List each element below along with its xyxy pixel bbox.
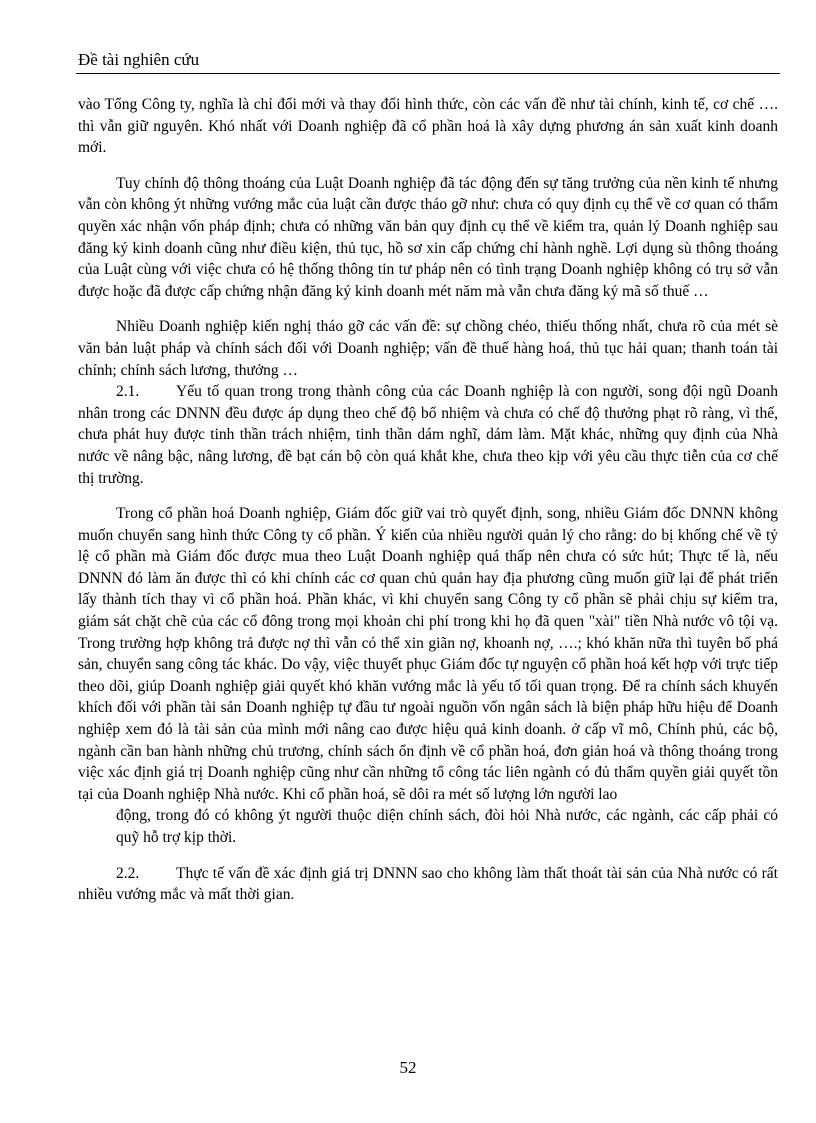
paragraph-2: Tuy chính độ thông thoáng của Luật Doanh nghiệp đã tác động đến sự tăng trưởng của nền kinh tế nhưng vẫn còn không ýt những vướng mắc của luật cần được tháo gỡ như: chưa có quy định cụ thể về cơ quan có thẩm quyền xác nhận vốn pháp định; chưa có những văn bản quy định cụ thể về kiểm tra, quản lý Doanh nghiệp sau đăng ký kinh doanh cũng như điều kiện, thủ tục, hồ sơ xin cấp chứng chỉ hành nghề. Lợi dụng sù thông thoáng của Luật cùng với việc chưa có hệ thống thông tin tư pháp nên có tình trạng Doanh nghiệp không có trụ sở vẫn được hoặc đã được cấp chứng nhận đăng ký kinh doanh mét năm mà vẫn chưa đăng ký mã số thuế … [78, 174, 778, 300]
section-2-1-paragraph [78, 381, 778, 489]
paragraph-7: Thực tế vấn đề xác định giá trị DNNN sao cho không làm thất thoát tài sản của Nhà nước có rất nhiều vướng mắc và mất thời gian. [78, 864, 778, 904]
paragraph-5: Trong cổ phần hoá Doanh nghiệp, Giám đốc giữ vai trò quyết định, song, nhiều Giám đốc DNNN không muốn chuyển sang hình thức Công ty cổ phần. Ý kiến của nhiều người quản lý cho rằng: do bị khống chế về tỷ lệ cổ phần mà Giám đốc được mua theo Luật Doanh nghiệp quá thấp nên chưa có sức hút; Thực tế là, nếu DNNN đó làm ăn được thì có khi chính các cơ quan chủ quản hay địa phương cũng muốn giữ lại để phát triển lấy thành tích thay vì cổ phần hoá. Phần khác, vì khi chuyển sang Công ty cổ phần sẽ phải chịu sự kiểm tra, giám sát chặt chẽ của các cổ đông trong mọi khoản chi phí trong khi họ đã quen "xài" tiền Nhà nước vô tội vạ. Trong trường hợp không trả được nợ thì vẫn có thể xin giãn nợ, khoanh nợ, ….; khó khăn nữa thì tuyên bố phá sản, chuyển sang công tác khác. Do vậy, việc thuyết phục Giám đốc tự nguyện cổ phần hoá kết hợp với trực tiếp theo dõi, giúp Doanh nghiệp giải quyết khó khăn vướng mắc là yếu tố tối quan trọng. Để ra chính sách khuyến khích đối với phần tài sản Doanh nghiệp tự đầu tư ngoài nguồn vốn ngân sách là biện pháp hữu hiệu để Doanh nghiệp xem đó là tài sản của mình mới nâng cao được hiệu quả kinh doanh. ở cấp vĩ mô, Chính phủ, các bộ, ngành cần ban hành những chủ trương, chính sách ổn định về cổ phần hoá, đơn giản hoá và thông thoáng trong việc xác định giá trị Doanh nghiệp cũng như cần những tổ công tác liên ngành có đủ thẩm quyền giải quyết tồn tại của Doanh nghiệp Nhà nước. Khi cổ phần hoá, sẽ dôi ra mét số lượng lớn người lao [78, 505, 778, 803]
paragraph-3: Nhiều Doanh nghiệp kiến nghị tháo gỡ các vấn đề: sự chồng chéo, thiếu thống nhất, chưa rõ của mét sè văn bản luật pháp và chính sách đối với Doanh nghiệp; vấn đề thuế hàng hoá, thủ tục hải quan; thanh toán tài chính; chính sách lương, thưởng … [78, 318, 778, 379]
paragraph-6: động, trong đó có không ýt người thuộc diện chính sách, đòi hỏi Nhà nước, các ngành, các cấp phải có quỹ hỗ trợ kịp thời. [116, 807, 778, 846]
section-2-2-paragraph [78, 863, 778, 906]
body-text [78, 94, 778, 906]
paragraph-1: vào Tổng Công ty, nghĩa là chỉ đổi mới và thay đổi hình thức, còn các vấn đề như tài chính, kinh tế, cơ chế …. thì vẫn giữ nguyên. Khó nhất với Doanh nghiệp đã cổ phần hoá là xây dựng phương án sản xuất kinh doanh mới. [78, 96, 778, 157]
header-divider [76, 73, 780, 74]
section-number-2-1: 2.1. [116, 383, 140, 401]
section-number-2-2: 2.2. [116, 864, 140, 882]
paragraph-4: Yếu tố quan trong trong thành công của các Doanh nghiệp là con người, song đội ngũ Doanh nhân trong các DNNN đều được áp dụng theo chế độ bổ nhiệm và chưa có chế độ thưởng phạt rõ ràng, vì thế, chưa phát huy được tinh thần trách nhiệm, tinh thần dám nghĩ, dám làm. Mặt khác, những quy định của Nhà nước về nâng bậc, nâng lương, đề bạt cán bộ còn quá khắt khe, chưa theo kịp với yêu cầu thực tiễn của cơ chế thị trường. [78, 383, 778, 487]
running-header: Đề tài nghiên cứu [78, 50, 200, 69]
page-number: 52 [399, 1058, 417, 1077]
